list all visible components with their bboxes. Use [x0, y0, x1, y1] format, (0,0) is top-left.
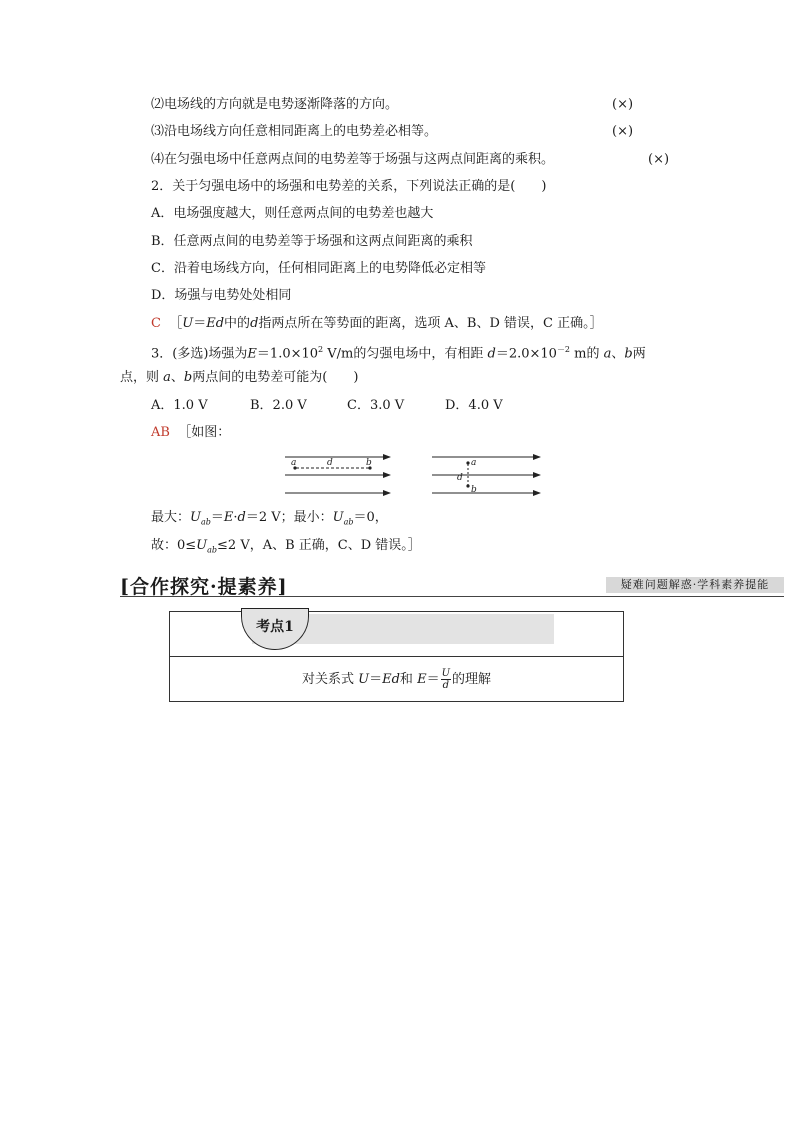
- q2-explanation: C ［U＝Ed中的d指两点所在等势面的距离，选项 A、B、D 错误，C 正确。］: [151, 316, 603, 331]
- point-a-vertical: [466, 461, 469, 464]
- q2-option-d: D．场强与电势处处相同: [151, 288, 292, 303]
- kaodian-title: 对关系式 U＝Ed和 E＝ $\frac{U}{d}$ 的理解: [301, 668, 492, 691]
- q2-answer: C: [151, 316, 161, 331]
- q2-option-b: B．任意两点间的电势差等于场强和这两点间距离的乘积: [151, 234, 473, 249]
- section-tag: 疑难问题解惑·学科素养提能: [606, 577, 784, 593]
- q3-answer: AB: [151, 425, 170, 440]
- point-b-vertical: [466, 484, 469, 487]
- statement-3-mark: (×): [612, 124, 634, 139]
- fraction-u-over-d: $\frac{U}{d}$: [441, 668, 451, 691]
- q3-explanation: AB ［如图：: [151, 425, 231, 440]
- q3-option-b: B．2.0 V: [250, 398, 307, 413]
- statement-2: ⑵电场线的方向就是电势逐渐降落的方向。: [151, 97, 399, 112]
- label-b-vertical: b: [471, 485, 477, 495]
- label-b: b: [366, 458, 372, 468]
- kaodian-divider: [170, 656, 623, 657]
- kaodian-box: [169, 611, 624, 702]
- q2-option-c: C．沿着电场线方向，任何相同距离上的电势降低必定相等: [151, 261, 486, 276]
- statement-4-mark: (×): [648, 152, 670, 167]
- field-line-figure: [280, 450, 550, 500]
- label-a-vertical: a: [471, 458, 477, 468]
- section-divider: [120, 596, 784, 597]
- q3-option-a: A．1.0 V: [151, 398, 208, 413]
- label-d: d: [327, 458, 333, 468]
- q3-option-c: C．3.0 V: [347, 398, 405, 413]
- q3-range: 故：$0\le U_{ab}\le 2$ V，A、B 正确，C、D 错误。］: [151, 538, 421, 555]
- label-d-vertical: d: [457, 473, 463, 483]
- q3-stem-line1: 3．(多选)场强为$E=1.0\times 10^2$ V/m的匀强电场中，有相距 $d=2.0\times 10^{-2}$ m的 a、b两: [151, 345, 646, 362]
- q2-option-a: A．电场强度越大，则任意两点间的电势差也越大: [151, 206, 434, 221]
- q3-option-d: D．4.0 V: [445, 398, 503, 413]
- statement-3: ⑶沿电场线方向任意相同距离上的电势差必相等。: [151, 124, 438, 139]
- kaodian-badge: 考点1: [241, 608, 309, 650]
- q3-max-min: 最大：$U_{ab}=E\cdot d=2$ V；最小：$U_{ab}=0$，: [151, 510, 388, 527]
- q2-stem: 2．关于匀强电场中的场强和电势差的关系，下列说法正确的是( ): [151, 179, 547, 194]
- statement-2-mark: (×): [612, 97, 634, 112]
- q3-stem-line2: 点，则 a、b两点间的电势差可能为( ): [120, 370, 359, 385]
- section-title: [合作探究·提素养]: [120, 576, 288, 598]
- statement-4: ⑷在匀强电场中任意两点间的电势差等于场强与这两点间距离的乘积。: [151, 152, 555, 167]
- label-a: a: [291, 458, 297, 468]
